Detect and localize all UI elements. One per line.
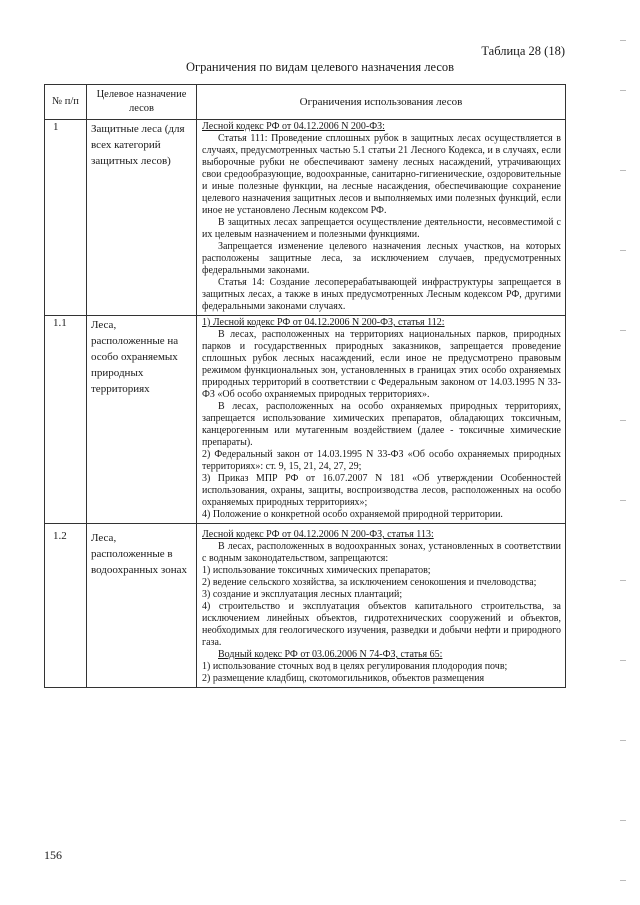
paragraph: В защитных лесах запрещается осуществление деятельности, несовместимой с их целевым назначением и полезными функциями. [202, 217, 561, 240]
paragraph: Статья 14: Создание лесоперерабатывающей инфраструктуры запрещается в защитных лесах, а также в иных предусмотренных Лесным кодексом РФ, другими федеральными законами случаях. [202, 277, 561, 312]
law-reference: Лесной кодекс РФ от 04.12.2006 N 200-ФЗ, статья 113: [202, 529, 434, 540]
paragraph: Статья 111: Проведение сплошных рубок в защитных лесах осуществляется в случаях, предусмотренных частью 5.1 статьи 21 Лесного Кодекса, и в случаях, если выборочные рубки не обеспечивают замену лесных насаждений, утрачивающих свои средообразующие, водоохранные, санитарно-гигиенические, оздоровительные и иные полезные функции, на лесные насаждения, обеспечивающие сохранение целевого назначения защитных лесов и выполняемых ими полезных функций, если иное не установлено Лесным кодексом РФ. [202, 133, 561, 216]
paragraph: В лесах, расположенных в водоохранных зонах, установленных в соответствии с водным законодательством, запрещаются: [202, 541, 561, 564]
table-row [45, 120, 566, 316]
row-category: Защитные леса (для всех категорий защитных лесов) [87, 120, 197, 316]
row-restrictions [197, 120, 566, 316]
scan-edge-marks [610, 0, 632, 905]
law-reference: 3) Приказ МПР РФ от 16.07.2007 N 181 «Об утверждении Особенностей использования, охраны, защиты, воспроизводства лесов, расположенных на особо охраняемых природных территориях»; [202, 473, 561, 508]
paragraph: 4) Положение о конкретной особо охраняемой природной территории. [202, 509, 503, 520]
header-restrictions: Ограничения использования лесов [197, 85, 566, 120]
row-num: 1 [45, 120, 87, 316]
row-restrictions [197, 524, 566, 688]
row-category: Леса, расположенные на особо охраняемых природных территориях [87, 316, 197, 524]
table-title: Ограничения по видам целевого назначения лесов [185, 60, 455, 74]
law-reference: 2) Федеральный закон от 14.03.1995 N 33-ФЗ «Об особо охраняемых природных территориях»: ст. 9, 15, 21, 24, 27, 29; [202, 449, 561, 472]
paragraph: В лесах, расположенных на особо охраняемых природных территориях, запрещается использование химических препаратов, обладающих токсичным, канцерогенным или мутагенным воздействием (далее - токсичные химические препараты). [202, 401, 561, 448]
paragraph: В лесах, расположенных на территориях национальных парков, природных парков и государственных природных заказников, запрещается проведение сплошных рубок лесных насаждений, если иное не предусмотрено правовым режимом функциональных зон, установленных в границах этих особо охраняемых природных территорий в соответствии с Федеральным законом от 14.03.1995 N 33-ФЗ «Об особо охраняемых природных территориях». [202, 329, 561, 400]
list-item: 2) ведение сельского хозяйства, за исключением сенокошения и пчеловодства; [202, 577, 537, 588]
law-reference: 1) Лесной кодекс РФ от 04.12.2006 N 200-ФЗ, статья 112: [202, 317, 445, 328]
list-item: 3) создание и эксплуатация лесных плантаций; [202, 589, 403, 600]
list-item: 1) использование сточных вод в целях регулирования плодородия почв; [202, 661, 508, 672]
law-reference: Водный кодекс РФ от 03.06.2006 N 74-ФЗ, статья 65: [218, 649, 443, 660]
table-header-row [45, 85, 566, 120]
table-number: Таблица 28 (18) [481, 44, 565, 58]
row-restrictions [197, 316, 566, 524]
row-num: 1.2 [45, 524, 87, 688]
header-category: Целевое назначение лесов [87, 85, 197, 120]
page-number: 156 [44, 848, 62, 862]
table-row [45, 524, 566, 688]
row-category: Леса, расположенные в водоохранных зонах [87, 524, 197, 688]
list-item: 1) использование токсичных химических препаратов; [202, 565, 431, 576]
table-row [45, 316, 566, 524]
restrictions-table [44, 84, 566, 688]
header-num: № п/п [45, 85, 87, 120]
row-num: 1.1 [45, 316, 87, 524]
law-reference: Лесной кодекс РФ от 04.12.2006 N 200-ФЗ: [202, 121, 385, 132]
paragraph: Запрещается изменение целевого назначения лесных участков, на которых расположены защитные леса, за исключением случаев, предусмотренных федеральными законами. [202, 241, 561, 276]
list-item: 4) строительство и эксплуатация объектов капитального строительства, за исключением линейных объектов, гидротехнических сооружений и объектов, необходимых для геологического изучения, разведки и добычи нефти и природного газа. [202, 601, 561, 648]
list-item: 2) размещение кладбищ, скотомогильников, объектов размещения [202, 673, 485, 684]
